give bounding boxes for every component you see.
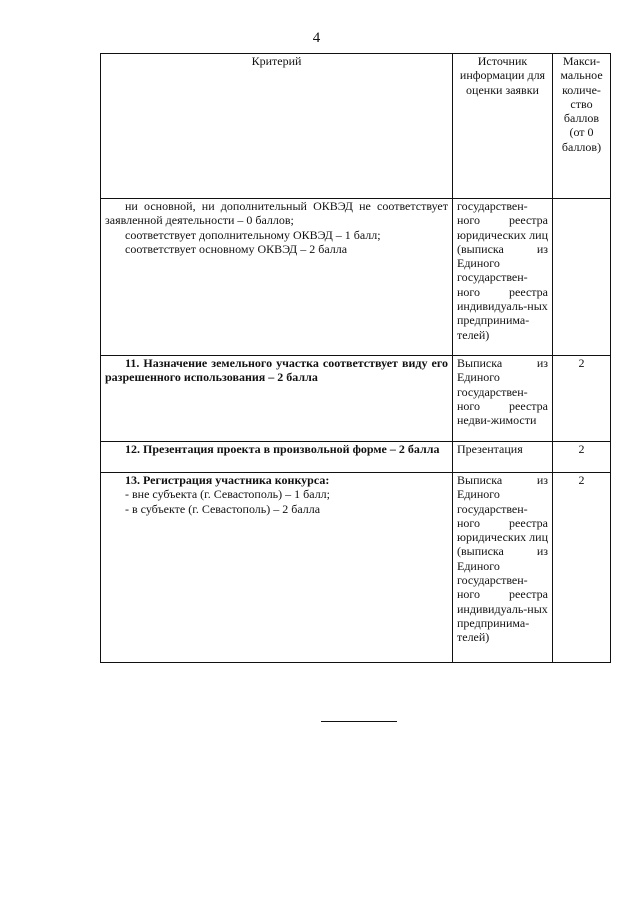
score-cell	[553, 199, 611, 356]
source-cell: Выписка из Единого государствен-ного реестра юридических лиц (выписка из Единого государствен-ного реестра индивидуаль-ных предпринима-телей)	[453, 473, 553, 663]
table-row	[101, 473, 611, 663]
criterion-line: соответствует основному ОКВЭД – 2 балла	[125, 241, 348, 256]
criterion-cell	[101, 199, 453, 356]
table-row	[101, 442, 611, 473]
page-number: 4	[312, 30, 321, 46]
score-cell: 2	[553, 356, 611, 442]
criterion-title: 13. Регистрация участника конкурса:	[125, 473, 330, 487]
source-cell: Выписка из Единого государствен-ного реестра недви-жимости	[453, 356, 553, 442]
criterion-line: - в субъекте (г. Севастополь) – 2 балла	[125, 501, 321, 516]
closing-divider	[321, 721, 397, 722]
header-source: Источник информации для оценки заявки	[453, 54, 553, 199]
source-cell: государствен-ного реестра юридических лиц (выписка из Единого государствен-ного реестра индивидуаль-ных предпринима-телей)	[453, 199, 553, 356]
score-cell: 2	[553, 473, 611, 663]
criterion-line: соответствует дополнительному ОКВЭД – 1 балл;	[125, 227, 381, 242]
table-header-row	[101, 54, 611, 199]
header-criterion: Критерий	[101, 54, 453, 199]
criterion-line: ни основной, ни дополнительный ОКВЭД не соответствует заявленной деятельности – 0 баллов;	[105, 199, 448, 228]
table-row	[101, 199, 611, 356]
header-max-score: Макси-мальное количе-ство баллов (от 0 баллов)	[553, 54, 611, 199]
criteria-table	[100, 53, 611, 663]
criterion-cell	[101, 473, 453, 663]
criterion-line: - вне субъекта (г. Севастополь) – 1 балл;	[125, 487, 331, 502]
score-cell: 2	[553, 442, 611, 473]
criterion-cell: 12. Презентация проекта в произвольной форме – 2 балла	[101, 442, 453, 473]
table-row	[101, 356, 611, 442]
source-cell: Презентация	[453, 442, 553, 473]
criterion-cell: 11. Назначение земельного участка соответствует виду его разрешенного использования – 2 балла	[101, 356, 453, 442]
